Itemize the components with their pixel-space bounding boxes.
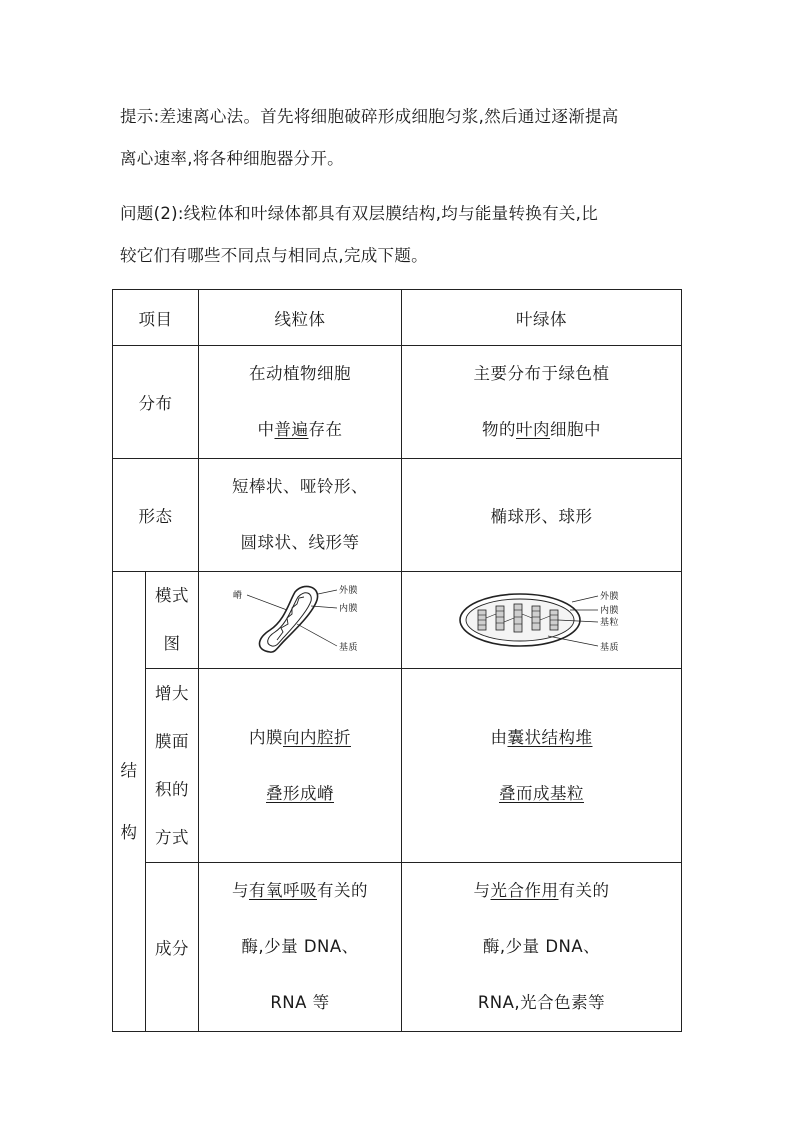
hint-paragraph xyxy=(120,96,690,180)
label-outer-membrane: 外膜 xyxy=(599,592,619,602)
answer-underline: 向内腔折 xyxy=(283,727,351,747)
row-label-composition: 成分 xyxy=(146,863,199,1032)
label-cristae: 嵴 xyxy=(233,591,243,601)
mito-diagram-cell xyxy=(199,572,402,669)
chloro-composition: 与光合作用有关的 酶,少量 DNA、 RNA,光合色素等 xyxy=(402,863,682,1032)
answer-underline: 叠形成嵴 xyxy=(266,783,334,803)
mito-distribution xyxy=(199,346,402,459)
label-inner-membrane: 内膜 xyxy=(599,606,619,616)
mito-membrane-area: 内膜向内腔折 叠形成嵴 xyxy=(199,669,402,863)
label-matrix: 基质 xyxy=(339,643,359,653)
hint-line-1: 提示:差速离心法。首先将细胞破碎形成细胞匀浆,然后通过逐渐提高 xyxy=(120,107,619,126)
label-inner-membrane: 内膜 xyxy=(339,604,359,614)
answer-underline: 叶肉 xyxy=(516,420,550,439)
mito-composition: 与有氧呼吸有关的 酶,少量 DNA、 RNA 等 xyxy=(199,863,402,1032)
mito-distribution-line-1: 在动植物细胞 xyxy=(249,364,351,383)
row-label-membrane-area: 增大 膜面 积的 方式 xyxy=(146,669,199,863)
table-row-composition xyxy=(113,863,682,1032)
table-header-row xyxy=(113,290,682,346)
row-label-structure: 结 构 xyxy=(113,572,146,1032)
mitochondrion-diagram xyxy=(225,580,375,660)
table-row-membrane-area xyxy=(113,669,682,863)
table-row-model xyxy=(113,572,682,669)
answer-underline: 光合作用 xyxy=(490,881,559,900)
answer-underline: 囊状结构堆 xyxy=(507,727,593,747)
mito-shape xyxy=(199,459,402,572)
question-line-2: 较它们有哪些不同点与相同点,完成下题。 xyxy=(120,246,428,265)
chloro-distribution-line-2: 物的叶肉细胞中 xyxy=(482,420,601,439)
chloro-shape: 椭球形、球形 xyxy=(402,459,682,572)
label-grana: 基粒 xyxy=(599,618,619,628)
chloro-distribution-line-1: 主要分布于绿色植 xyxy=(473,364,610,383)
chloroplast-diagram xyxy=(452,580,632,660)
question-line-1: 问题(2):线粒体和叶绿体都具有双层膜结构,均与能量转换有关,比 xyxy=(120,204,599,223)
chloro-membrane-area: 由囊状结构堆 叠而成基粒 xyxy=(402,669,682,863)
row-label-model: 模式 图 xyxy=(146,572,199,669)
answer-underline: 有氧呼吸 xyxy=(249,881,317,900)
table-row-distribution xyxy=(113,346,682,459)
header-item: 项目 xyxy=(113,290,199,346)
table-row-shape xyxy=(113,459,682,572)
row-label-distribution: 分布 xyxy=(113,346,199,459)
mito-distribution-line-2: 中普遍存在 xyxy=(257,420,343,439)
chloro-diagram-cell xyxy=(402,572,682,669)
label-outer-membrane: 外膜 xyxy=(339,586,359,596)
row-label-shape: 形态 xyxy=(113,459,199,572)
question-paragraph xyxy=(120,193,690,277)
hint-line-2: 离心速率,将各种细胞器分开。 xyxy=(120,149,344,168)
mito-shape-line-2: 圆球状、线形等 xyxy=(240,533,360,552)
header-chloroplast: 叶绿体 xyxy=(402,290,682,346)
answer-underline: 普遍 xyxy=(274,420,309,439)
header-mitochondria: 线粒体 xyxy=(199,290,402,346)
label-stroma: 基质 xyxy=(599,643,619,653)
answer-underline: 叠而成基粒 xyxy=(499,783,584,803)
mito-shape-line-1: 短棒状、哑铃形、 xyxy=(232,477,368,496)
comparison-table xyxy=(112,289,682,1032)
chloro-distribution xyxy=(402,346,682,459)
